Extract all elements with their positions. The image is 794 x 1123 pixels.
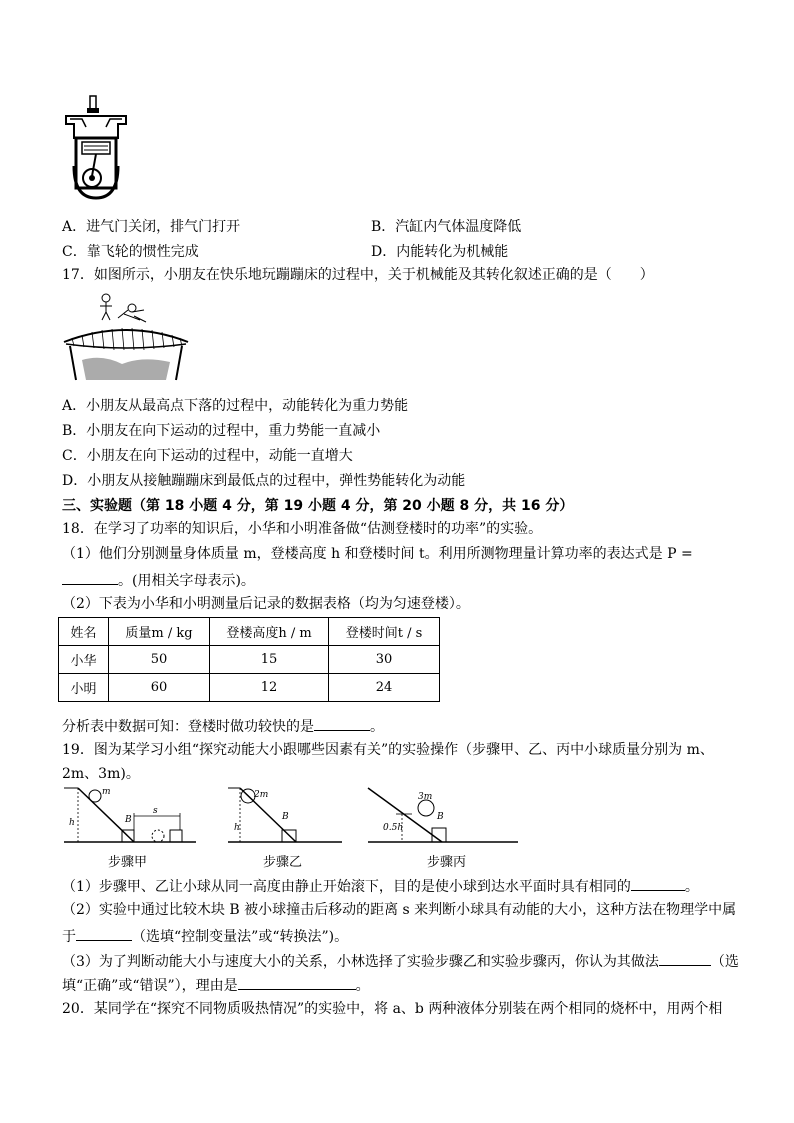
q18-conclusion: 分析表中数据可知：登楼时做功较快的是 [62,719,314,735]
q17-stem: 17．如图所示，小朋友在快乐地玩蹦蹦床的过程中，关于机械能及其转化叙述正确的是（ ） [62,267,654,283]
q16-option-b: B．汽缸内气体温度降低 [371,219,522,235]
q19-answer-blank-1 [631,876,685,891]
q16-option-c: C．靠飞轮的惯性完成 [62,244,199,260]
figure-jia-distance-label: s [153,806,158,816]
q19-part1-end: 。 [684,879,699,895]
q20-stem: 20．某同学在“探究不同物质吸热情况”的实验中，将 a、b 两种液体分别装在两个相同的烧杯中，用两个相 [62,1001,723,1017]
q16-option-a: A．进气门关闭，排气门打开 [62,219,241,235]
q17-option-c: C．小朋友在向下运动的过程中，动能一直增大 [62,448,353,464]
section-heading: 三、实验题（第 18 小题 4 分，第 19 小题 4 分，第 20 小题 8 分，共 16 分） [62,498,574,514]
q18-stem: 18．在学习了功率的知识后，小华和小明准备做“估测登楼时的功率”的实验。 [62,521,543,537]
q19-part2-end: （选填“控制变量法”或“转换法”)。 [132,929,349,945]
data-table [58,617,440,702]
q19-part3-line2-end: 。 [355,978,370,994]
figure-yi-height-label: h [234,823,240,833]
table-header-cell: 质量m / kg [109,618,210,646]
figure-bing-mass-label: 3m [418,792,433,802]
q19-stem-line2: 2m、3m)。 [62,766,140,782]
q18-answer-blank-1 [62,570,118,585]
table-cell: 小华 [59,646,109,674]
q19-part3-line2: 填“正确”或“错误”），理由是 [62,978,238,994]
q17-option-d: D．小朋友从接触蹦蹦床到最低点的过程中，弹性势能转化为动能 [62,473,466,489]
q19-part3-end: （选 [710,954,739,970]
figure-yi-block-label: B [282,812,289,822]
figure-yi-caption: 步骤乙 [263,855,303,870]
q19-part3-line1: （3）为了判断动能大小与速度大小的关系，小林选择了实验步骤乙和实验步骤丙，你认为其做法 [62,954,659,970]
q19-answer-blank-2 [76,926,132,941]
figure-jia-height-label: h [69,818,75,828]
table-cell: 30 [329,646,440,674]
table-cell: 50 [109,646,210,674]
q16-option-d: D．内能转化为机械能 [371,244,509,260]
figure-jia-mass-label: m [102,787,111,797]
trampoline-figure [62,290,190,384]
figure-bing-block-label: B [437,812,444,822]
figure-jia-caption: 步骤甲 [108,855,148,870]
table-cell: 24 [329,674,440,702]
q18-answer-blank-2 [314,716,370,731]
table-header-row [59,618,440,646]
table-header-cell: 登楼高度h / m [210,618,329,646]
figure-yi-mass-label: 2m [254,790,269,800]
figure-step-bing [366,786,522,848]
q17-option-a: A．小朋友从最高点下落的过程中，动能转化为重力势能 [62,398,409,414]
table-cell: 12 [210,674,329,702]
table-cell: 15 [210,646,329,674]
q19-part2-line1: （2）实验中通过比较木块 B 被小球撞击后移动的距离 s 来判断小球具有动能的大小，这种方法在物理学中属 [62,902,737,918]
figure-bing-height-label: 0.5h [383,823,404,833]
q18-part1-line2: 。(用相关字母表示)。 [118,573,255,589]
table-row [59,674,440,702]
table-cell: 小明 [59,674,109,702]
q19-part2-line2: 于 [62,929,76,945]
q19-part1: （1）步骤甲、乙让小球从同一高度由静止开始滚下，目的是使小球到达水平面时具有相同的 [62,879,631,895]
q18-conclusion-end: 。 [370,719,384,735]
table-header-cell: 登楼时间t / s [329,618,440,646]
q19-answer-blank-3 [659,951,711,966]
table-cell: 60 [109,674,210,702]
q17-option-b: B．小朋友在向下运动的过程中，重力势能一直减小 [62,423,381,439]
table-header-cell: 姓名 [59,618,109,646]
q18-part2: （2）下表为小华和小明测量后记录的数据表格（均为匀速登楼）。 [62,596,470,612]
table-row [59,646,440,674]
figure-bing-caption: 步骤丙 [427,855,467,870]
engine-cylinder-figure [60,94,132,204]
figure-jia-block-label: B [125,815,132,825]
q19-answer-blank-4 [238,975,356,990]
q19-stem-line1: 19．图为某学习小组“探究动能大小跟哪些因素有关”的实验操作（步骤甲、乙、丙中小球质量分别为 m、 [62,742,714,758]
q18-part1-line1: （1）他们分别测量身体质量 m，登楼高度 h 和登楼时间 t。利用所测物理量计算功率的表达式是 P = [62,546,693,562]
